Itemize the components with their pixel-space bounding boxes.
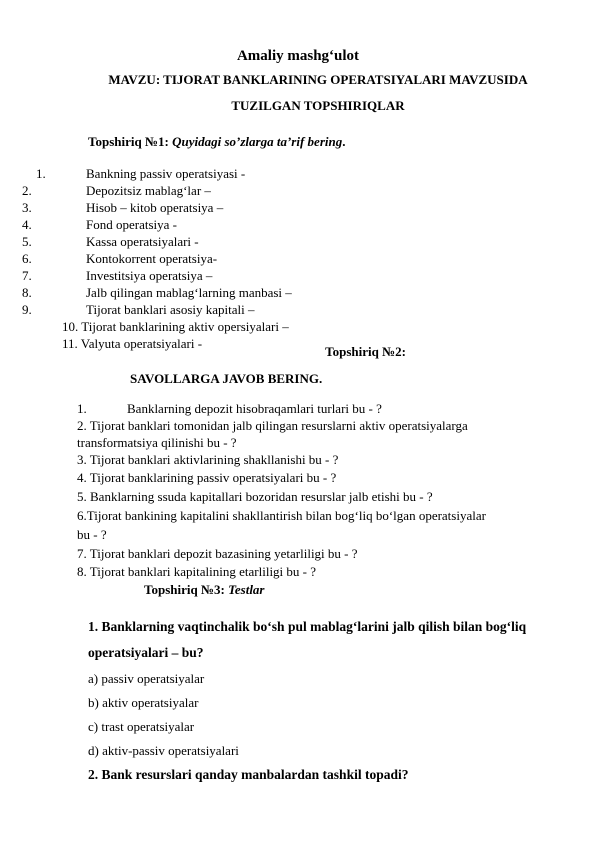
subtitle-line-1: MAVZU: TIJORAT BANKLARINING OPERATSIYALARI MAVZUSIDA [108,72,528,87]
task3-label: Topshiriq №3: [144,582,225,597]
item-number: 10. [62,319,79,334]
task3-label-suffix: Testlar [228,582,265,597]
option-d: d) aktiv-passiv operatsiyalari [88,743,239,758]
question-7: 7. Tijorat banklari depozit bazasining yetarliligi bu - ? [77,546,358,561]
item-text: Investitsiya operatsiya – [86,268,213,283]
item-text: Tijorat banklarining aktiv opersiyalari – [81,319,289,334]
item-number: 4. [22,217,32,232]
task1-instruction: Quyidagi so’zlarga ta’rif bering [172,134,343,149]
option-a: a) passiv operatsiyalar [88,671,205,686]
list-item [62,319,289,335]
page-title: Amaliy mashg‘ulot [236,48,360,64]
item-text: Tijorat banklari asosiy kapitali – [86,302,255,317]
item-number: 11. [62,336,78,351]
task2-label: Topshiriq №2: [325,344,406,359]
task1-label: Topshiriq №1: [88,134,169,149]
item-text: Banklarning depozit hisobraqamlari turlari bu - ? [127,401,382,416]
question-2-line-1: 2. Tijorat banklari tomonidan jalb qilingan resurslarni aktiv operatsiyalarga [77,418,468,433]
item-number: 1. [36,166,46,181]
question-6-line-1: 6.Tijorat bankining kapitalini shakllantirish bilan bog‘liq bo‘lgan operatsiyalar [77,508,486,523]
list-item [62,336,202,352]
question-5: 5. Banklarning ssuda kapitallari bozoridan resurslar jalb etishi bu - ? [77,489,433,504]
question-8: 8. Tijorat banklari kapitalining etarliligi bu - ? [77,564,317,579]
item-text: Depozitsiz mablag‘lar – [86,183,211,198]
item-text: Bankning passiv operatsiyasi - [86,166,246,181]
question-6-line-2: bu - ? [77,527,107,542]
item-text: Kontokorrent operatsiya- [86,251,218,266]
item-number: 5. [22,234,32,249]
task3-heading [144,582,264,598]
item-number: 2. [22,183,32,198]
test-1-line-2: operatsiyalari – bu? [88,645,204,660]
question-3: 3. Tijorat banklari aktivlarining shakllanishi bu - ? [77,452,339,467]
item-text: Jalb qilingan mablag‘larning manbasi – [86,285,292,300]
task1-period: . [342,134,346,149]
item-number: 7. [22,268,32,283]
task2-heading: SAVOLLARGA JAVOB BERING. [130,371,323,386]
item-number: 6. [22,251,32,266]
item-text: Hisob – kitob operatsiya – [86,200,224,215]
item-text: Kassa operatsiyalari - [86,234,199,249]
item-number: 9. [22,302,32,317]
item-number: 1. [77,401,87,416]
option-b: b) aktiv operatsiyalar [88,695,199,710]
item-text: Valyuta operatsiyalari - [80,336,203,351]
item-text: Fond operatsiya - [86,217,177,232]
test-2: 2. Bank resurslari qanday manbalardan tashkil topadi? [88,767,409,782]
question-2-line-2: transformatsiya qilinishi bu - ? [77,435,237,450]
option-c: c) trast operatsiyalar [88,719,195,734]
subtitle-line-2: TUZILGAN TOPSHIRIQLAR [231,98,405,113]
test-1-line-1: 1. Banklarning vaqtinchalik bo‘sh pul mablag‘larini jalb qilish bilan bog‘liq [88,619,527,634]
item-number: 3. [22,200,32,215]
question-4: 4. Tijorat banklarining passiv operatsiyalari bu - ? [77,470,337,485]
item-number: 8. [22,285,32,300]
task1-heading [88,134,345,150]
